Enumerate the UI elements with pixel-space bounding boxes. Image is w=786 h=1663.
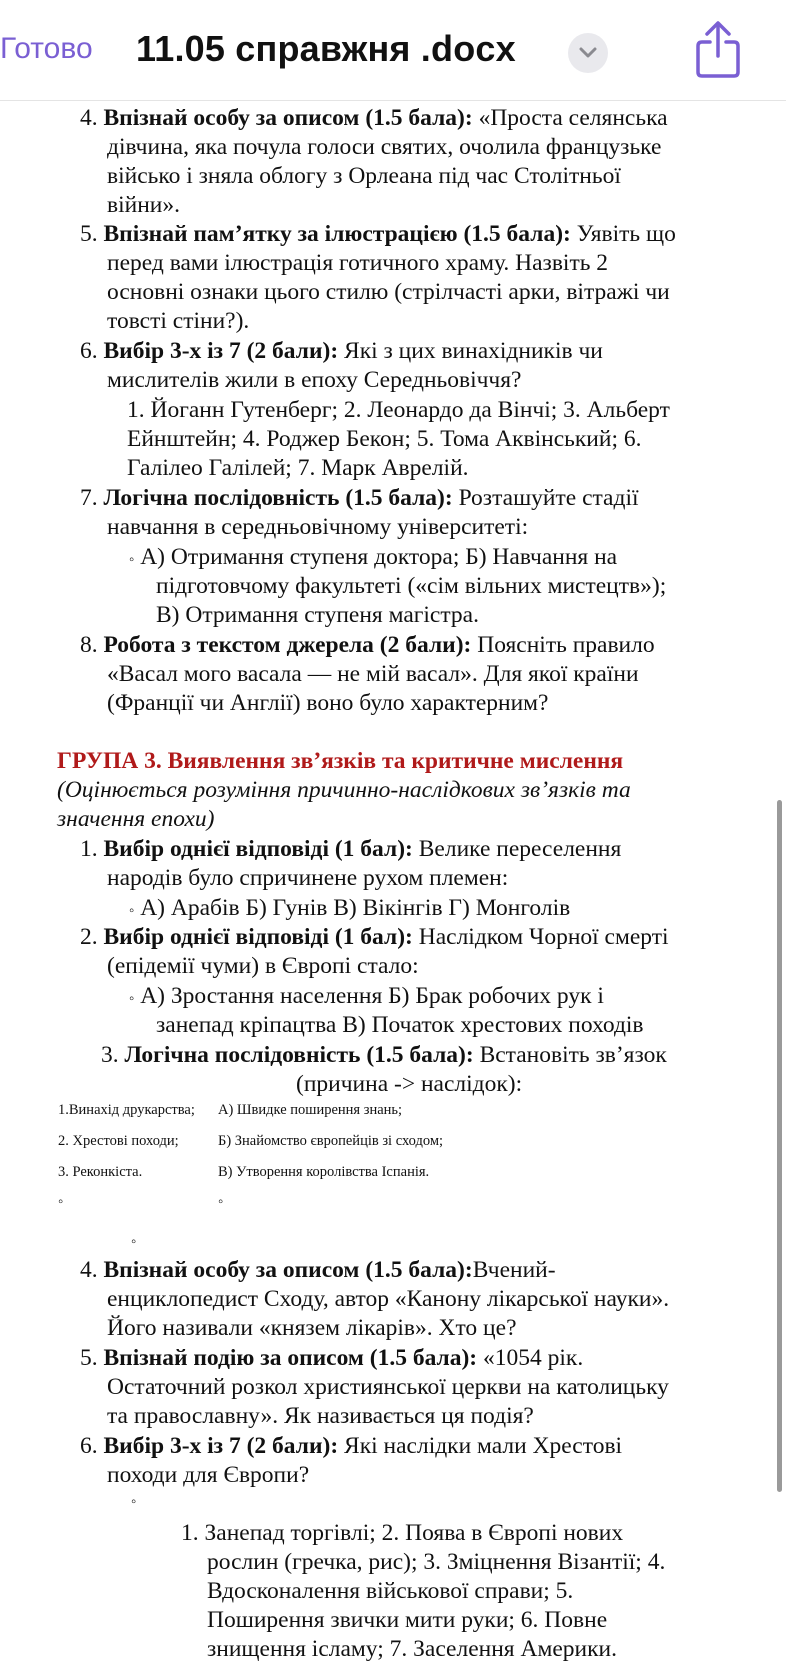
share-icon[interactable] xyxy=(694,20,742,80)
text-line: перед вами ілюстрація готичного храму. Назвіть 2 xyxy=(107,250,609,276)
empty-bullet: ◦ xyxy=(131,1494,137,1510)
item-8-line: 8. Робота з текстом джерела (2 бали): Поясніть правило xyxy=(80,632,655,658)
group-3-subtitle: значення епохи) xyxy=(57,806,215,832)
text-line: (причина -> наслідок): xyxy=(296,1071,523,1097)
text-line: походи для Європи? xyxy=(107,1462,310,1488)
item-5-line: 5. Впізнай пам’ятку за ілюстрацією (1.5 бала): Уявіть що xyxy=(80,221,676,247)
text-line: народів було спричинене рухом племен: xyxy=(107,865,509,891)
top-bar xyxy=(0,0,786,101)
text-line: Поширення звички мити руки; 6. Повне xyxy=(207,1607,608,1633)
g3-item-4-line: 4. Впізнай особу за описом (1.5 бала):Вчений- xyxy=(80,1257,556,1283)
text-line: знищення ісламу; 7. Заселення Америки. xyxy=(207,1636,617,1662)
text-line: рослин (гречка, рис); 3. Зміцнення Візантії; 4. xyxy=(207,1549,666,1575)
text-line: Галілео Галілей; 7. Марк Аврелій. xyxy=(127,455,469,481)
text-line: занепад кріпацтва В) Початок хрестових походів xyxy=(156,1012,644,1038)
bullet-line: ◦ А) Арабів Б) Гунів В) Вікінгів Г) Монголів xyxy=(129,895,571,921)
item-6-line: 6. Вибір 3-х із 7 (2 бали): Які з цих винахідників чи xyxy=(80,338,603,364)
document-body[interactable] xyxy=(0,100,786,1663)
g3-item-6-line: 6. Вибір 3-х із 7 (2 бали): Які наслідки мали Хрестові xyxy=(80,1433,623,1459)
text-line: дівчина, яка почула голоси святих, очолила французьке xyxy=(107,134,662,160)
text-line: 1. Йоганн Гутенберг; 2. Леонардо да Вінчі; 3. Альберт xyxy=(127,397,670,423)
text-line: (Франції чи Англії) воно було характерним? xyxy=(107,690,549,716)
text-line: Ейнштейн; 4. Роджер Бекон; 5. Тома Аквінський; 6. xyxy=(127,426,642,452)
empty-bullet: ◦ xyxy=(58,1194,64,1210)
text-line: Його називали «князем лікарів». Хто це? xyxy=(107,1315,517,1341)
table-cell: 2. Хрестові походи; xyxy=(58,1133,179,1149)
done-button[interactable]: Готово xyxy=(0,32,93,65)
text-line: Остаточний розкол християнської церкви на католицьку xyxy=(107,1374,669,1400)
bullet-line: ◦ А) Зростання населення Б) Брак робочих рук і xyxy=(129,983,604,1009)
group-3-heading: ГРУПА 3. Виявлення зв’язків та критичне мислення xyxy=(57,748,624,774)
g3-item-3-line: 3. Логічна послідовність (1.5 бала): Встановіть зв’язок xyxy=(101,1042,667,1068)
empty-bullet: ◦ xyxy=(218,1194,224,1210)
text-line: товсті стіни?). xyxy=(107,308,250,334)
chevron-down-icon xyxy=(579,46,597,60)
group-3-subtitle: (Оцінюється розуміння причинно-наслідкових зв’язків та xyxy=(57,777,631,803)
text-line: та православну». Як називається ця подія? xyxy=(107,1403,534,1429)
text-line: мислителів жили в епоху Середньовіччя? xyxy=(107,367,522,393)
vertical-scrollbar[interactable] xyxy=(777,800,782,1492)
item-4-line: 4. Впізнай особу за описом (1.5 бала): «Проста селянська xyxy=(80,105,668,131)
text-line: навчання в середньовічному університеті: xyxy=(107,514,529,540)
text-line: енциклопедист Сходу, автор «Канону лікарської науки». xyxy=(107,1286,670,1312)
text-line: підготовчому факультеті («сім вільних мистецтв»); xyxy=(156,573,667,599)
text-line: «Васал мого васала — не мій васал». Для якої країни xyxy=(107,661,639,687)
text-line: В) Отримання ступеня магістра. xyxy=(156,602,479,628)
table-cell: А) Швидке поширення знань; xyxy=(218,1102,403,1118)
table-cell: 3. Реконкіста. xyxy=(58,1164,143,1180)
text-line: (епідемії чуми) в Європі стало: xyxy=(107,953,419,979)
g3-item-5-line: 5. Впізнай подію за описом (1.5 бала): «1054 рік. xyxy=(80,1345,584,1371)
table-cell: 1.Винахід друкарства; xyxy=(58,1102,195,1118)
empty-bullet: ◦ xyxy=(131,1234,137,1250)
text-line: військо і зняла облогу з Орлеана під час Столітньої xyxy=(107,163,621,189)
table-cell: Б) Знайомство європейців зі сходом; xyxy=(218,1133,444,1149)
text-line: основні ознаки цього стилю (стрілчасті арки, вітражі чи xyxy=(107,279,670,305)
table-cell: В) Утворення королівства Іспанія. xyxy=(218,1164,430,1180)
item-7-line: 7. Логічна послідовність (1.5 бала): Розташуйте стадії xyxy=(80,485,639,511)
title-menu-button[interactable] xyxy=(568,33,608,73)
text-line: 1. Занепад торгівлі; 2. Поява в Європі нових xyxy=(181,1520,624,1546)
text-line: Вдосконалення військової справи; 5. xyxy=(207,1578,574,1604)
document-title: 11.05 справжня .docx xyxy=(136,28,516,69)
g3-item-2-line: 2. Вибір однієї відповіді (1 бал): Наслідком Чорної смерті xyxy=(80,924,669,950)
bullet-line: ◦ А) Отримання ступеня доктора; Б) Навчання на xyxy=(129,544,618,570)
text-line: війни». xyxy=(107,192,180,218)
g3-item-1-line: 1. Вибір однієї відповіді (1 бал): Велике переселення xyxy=(80,836,622,862)
